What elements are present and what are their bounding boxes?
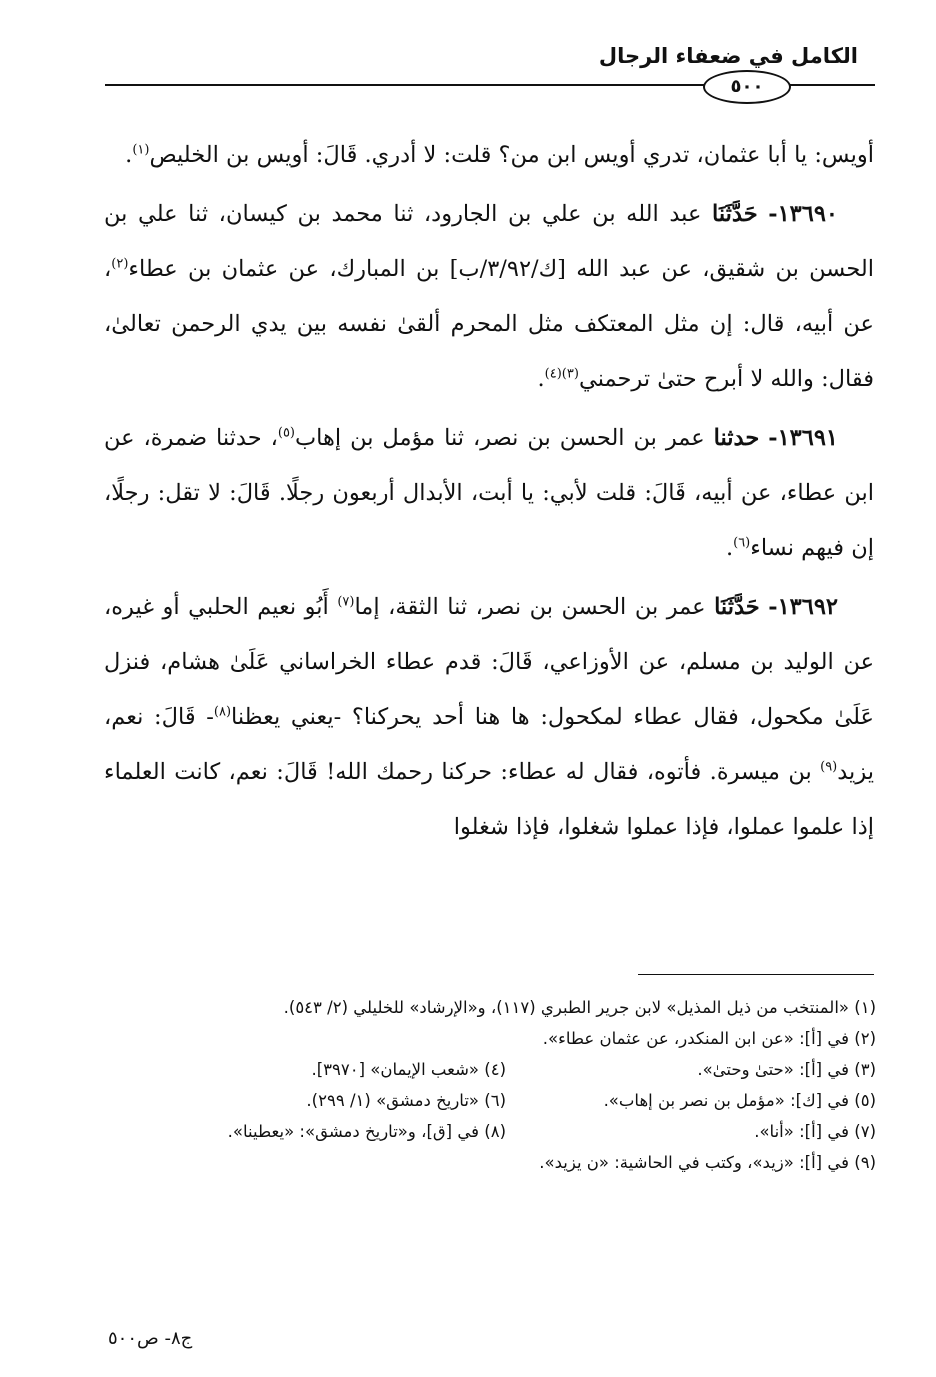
hadith-paragraph: ١٣٦٩١- حدثنا عمر بن الحسن بن نصر، ثنا مؤمل بن إهاب$^{(٥)}$، حدثنا ضمرة، عن ابن عطاء، عن أبيه، قَالَ: قلت لأبي: يا أبت، الأبدال أربعون رجلًا. قَالَ: لا تقل: رجلًا، إن فيهم نساء$^{(٦)}$.: [104, 425, 874, 561]
hadith-paragraph: ١٣٦٩٠- حَدَّثَنَا عبد الله بن علي بن الجارود، ثنا محمد بن كيسان، ثنا علي بن الحسن بن شقيق، عن عبد الله [ك/٣/٩٢/ب] بن المبارك، عن عثمان بن عطاء$^{(٢)}$، عن أبيه، قال: إن مثل المعتكف مثل المحرم ألقىٰ نفسه بين يدي الرحمن تعالىٰ، فقال: والله لا أبرح حتىٰ ترحمني$^{(٣)(٤)}$.: [104, 201, 874, 392]
hadith-opener: حَدَّثَنَا: [711, 201, 758, 227]
page-number-badge: ٥٠٠: [703, 70, 791, 104]
paragraph-continuation: أويس: يا أبا عثمان، تدري أويس ابن من؟ قلت: لا أدري. قَالَ: أويس بن الخليص$^{(١)}$.: [125, 142, 874, 168]
footnote-row: [96, 1054, 876, 1085]
footnote-1: (١) «المنتخب من ذيل المذيل» لابن جرير الطبري (١١٧)، و«الإرشاد» للخليلي (٢/ ٥٤٣).: [283, 998, 876, 1017]
footnote-row: [96, 992, 876, 1023]
footnote-row: [96, 1147, 876, 1178]
footnote-row: [96, 1085, 876, 1116]
hadith-number: ١٣٦٩٢-: [768, 594, 839, 620]
hadith-opener: حَدَّثَنَا: [714, 594, 760, 620]
footnote-5: (٥) في [ك]: «مؤمل بن نصر بن إهاب».: [603, 1091, 876, 1110]
footnote-row: [96, 1116, 876, 1147]
footnote-marker: (٧): [337, 594, 355, 610]
footnote-6: (٦) «تاريخ دمشق» (١/ ٢٩٩).: [306, 1091, 506, 1110]
footnote-rule: [638, 974, 874, 975]
footnote-marker: (١): [132, 142, 150, 158]
footnote-marker: (٩): [820, 759, 838, 775]
footnote-3: (٣) في [أ]: «حتىٰ وحتىٰ».: [697, 1060, 876, 1079]
footnote-7: (٧) في [أ]: «أنا».: [754, 1122, 876, 1141]
footnote-marker: (٣)(٤): [544, 366, 579, 382]
footnote-8: (٨) في [ق]، و«تاريخ دمشق»: «يعطينا».: [227, 1122, 506, 1141]
footnote-marker: (٢): [111, 256, 129, 272]
footnotes: [96, 992, 876, 1178]
footnote-2: (٢) في [أ]: «عن ابن المنكدر، عن عثمان عطاء».: [542, 1029, 876, 1048]
hadith-paragraph: ١٣٦٩٢- حَدَّثَنَا عمر بن الحسن بن نصر، ثنا الثقة، إما$^{(٧)}$ أَبُو نعيم الحلبي أو غيره، عن الوليد بن مسلم، عن الأوزاعي، قَالَ: قدم عطاء الخراساني عَلَىٰ هشام، فنزل عَلَىٰ مكحول، فقال عطاء لمكحول: ها هنا أحد يحركنا؟ -يعني يعظنا$^{(٨)}$- قَالَ: نعم، يزيد$^{(٩)}$ بن ميسرة. فأتوه، فقال له عطاء: حركنا رحمك الله! قَالَ: نعم، كانت العلماء إذا علموا عملوا، فإذا عملوا شغلوا، فإذا شغلوا: [104, 594, 874, 840]
hadith-number: ١٣٦٩١-: [768, 425, 839, 451]
footnote-4: (٤) «شعب الإيمان» [٣٩٧٠].: [311, 1060, 506, 1079]
hadith-opener: حدثنا: [713, 425, 760, 451]
footnote-9: (٩) في [أ]: «زيد»، وكتب في الحاشية: «ن يزيد».: [539, 1153, 876, 1172]
footnote-row: [96, 1023, 876, 1054]
main-text: [104, 128, 874, 855]
running-header-title: الكامل في ضعفاء الرجال: [598, 44, 858, 68]
footnote-marker: (٦): [733, 535, 751, 551]
volume-page-reference: ج٨- ص٥٠٠: [108, 1328, 193, 1349]
hadith-number: ١٣٦٩٠-: [768, 201, 838, 227]
footnote-marker: (٨): [213, 704, 232, 720]
footnote-marker: (٥): [277, 425, 295, 441]
